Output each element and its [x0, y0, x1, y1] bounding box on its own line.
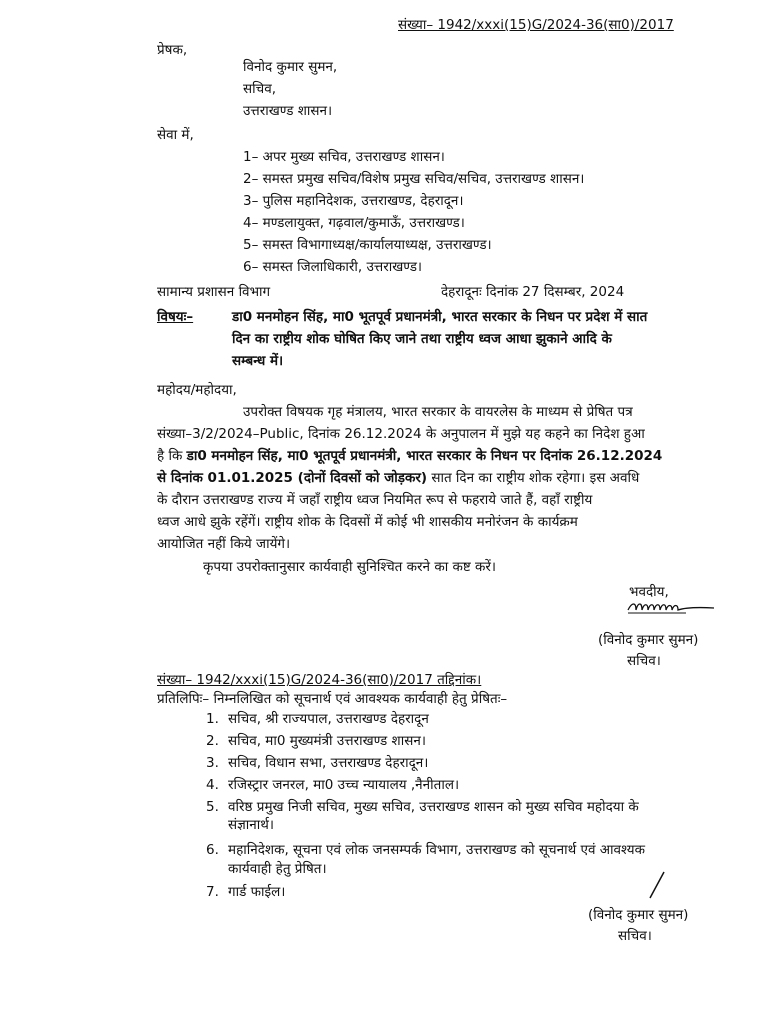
- recipient-item: 3– पुलिस महानिदेशक, उत्तराखण्ड, देहरादून।: [243, 193, 464, 209]
- body-line: उपरोक्त विषयक गृह मंत्रालय, भारत सरकार के वायरलेस के माध्यम से प्रेषित पत्र: [243, 404, 633, 420]
- sender-org: उत्तराखण्ड शासन।: [243, 103, 333, 119]
- subject-line: सम्बन्ध में।: [232, 353, 284, 369]
- request-line: कृपया उपरोक्तानुसार कार्यवाही सुनिश्चित करने का कष्ट करें।: [203, 559, 497, 575]
- body-line: आयोजित नहीं किये जायेंगे।: [157, 536, 291, 552]
- body-line-part: है कि: [157, 448, 187, 464]
- signatory-designation: सचिव।: [627, 653, 661, 669]
- body-line: [157, 446, 662, 464]
- body-line: संख्या–3/2/2024–Public, दिनांक 26.12.2024 के अनुपालन में मुझे यह कहने का निदेश हुआ: [157, 426, 645, 442]
- recipient-item: 1– अपर मुख्य सचिव, उत्तराखण्ड शासन।: [243, 149, 445, 165]
- copy-list-item: 2. सचिव, मा0 मुख्यमंत्री उत्तराखण्ड शासन।: [206, 733, 426, 749]
- copy-list-item: 7. गार्ड फाईल।: [206, 884, 286, 900]
- recipient-item: 6– समस्त जिलाधिकारी, उत्तराखण्ड।: [243, 259, 423, 275]
- subject-line: दिन का राष्ट्रीय शोक घोषित किए जाने तथा राष्ट्रीय ध्वज आधा झुकाने आदि के: [232, 331, 612, 347]
- recipient-item: 4– मण्डलायुक्त, गढ़वाल/कुमाऊँ, उत्तराखण्ड।: [243, 215, 465, 231]
- recipient-label: सेवा में,: [157, 127, 194, 143]
- place-date: देहरादूनः दिनांक 27 दिसम्बर, 2024: [441, 284, 625, 300]
- sender-designation: सचिव,: [243, 81, 276, 97]
- subject-line: डा0 मनमोहन सिंह, मा0 भूतपूर्व प्रधानमंत्री, भारत सरकार के निधन पर प्रदेश में सात: [232, 309, 648, 325]
- sender-name: विनोद कुमार सुमन,: [243, 59, 338, 75]
- copy-list-item: 3. सचिव, विधान सभा, उत्तराखण्ड देहरादून।: [206, 755, 429, 771]
- signature-scribble: [626, 598, 718, 620]
- copy-list-item: 4. रजिस्ट्रार जनरल, मा0 उच्च न्यायालय ,नैनीताल।: [206, 777, 460, 793]
- copy-list-item: 5. वरिष्ठ प्रमुख निजी सचिव, मुख्य सचिव, उत्तराखण्ड शासन को मुख्य सचिव महोदया के: [206, 799, 639, 815]
- body-line-part: सात दिन का राष्ट्रीय शोक रहेगा। इस अवधि: [427, 470, 640, 486]
- initial-scribble: [644, 870, 668, 902]
- body-line-bold: डा0 मनमोहन सिंह, मा0 भूतपूर्व प्रधानमंत्री, भारत सरकार के निधन पर दिनांक 26.12.2024: [186, 448, 663, 464]
- body-line: ध्वज आधे झुके रहेंगें। राष्ट्रीय शोक के दिवसों में कोई भी शासकीय मनोरंजन के कार्यक्रम: [157, 514, 578, 530]
- body-line: के दौरान उत्तराखण्ड राज्य में जहाँ राष्ट्रीय ध्वज नियमित रूप से फहराये जाते हैं, वहाँ राष्ट्रीय: [157, 492, 593, 508]
- recipient-item: 5– समस्त विभागाध्यक्ष/कार्यालयाध्यक्ष, उत्तराखण्ड।: [243, 237, 492, 253]
- copy-intro: प्रतिलिपिः– निम्नलिखित को सूचनार्थ एवं आवश्यक कार्यवाही हेतु प्रेषितः–: [157, 691, 508, 707]
- copy-list-item: 6. महानिदेशक, सूचना एवं लोक जनसम्पर्क विभाग, उत्तराखण्ड को सूचनार्थ एवं आवश्यक: [206, 842, 645, 858]
- sender-label: प्रेषक,: [157, 42, 188, 58]
- recipient-item: 2– समस्त प्रमुख सचिव/विशेष प्रमुख सचिव/सचिव, उत्तराखण्ड शासन।: [243, 171, 585, 187]
- copy-list-item: 1. सचिव, श्री राज्यपाल, उत्तराखण्ड देहरादून: [206, 711, 429, 727]
- body-line: [157, 468, 639, 486]
- signatory-name: (विनोद कुमार सुमन): [598, 632, 699, 648]
- copy-list-item-continuation: कार्यवाही हेतु प्रेषित।: [228, 861, 327, 877]
- body-line-bold: से दिनांक 01.01.2025 (दोनों दिवसों को जोड़कर): [157, 470, 428, 486]
- copy-list-item-continuation: संज्ञानार्थ।: [228, 817, 275, 833]
- signatory-name: (विनोद कुमार सुमन): [588, 907, 689, 923]
- department: सामान्य प्रशासन विभाग: [157, 284, 271, 300]
- copy-reference: संख्या– 1942/xxxi(15)G/2024-36(सा0)/2017 तद्दिनांक।: [157, 672, 482, 688]
- closing: भवदीय,: [629, 584, 669, 600]
- signatory-designation: सचिव।: [618, 928, 652, 944]
- salutation: महोदय/महोदया,: [157, 382, 237, 398]
- subject-label: विषयः–: [157, 309, 194, 325]
- reference-number: संख्या– 1942/xxxi(15)G/2024-36(सा0)/2017: [398, 17, 674, 33]
